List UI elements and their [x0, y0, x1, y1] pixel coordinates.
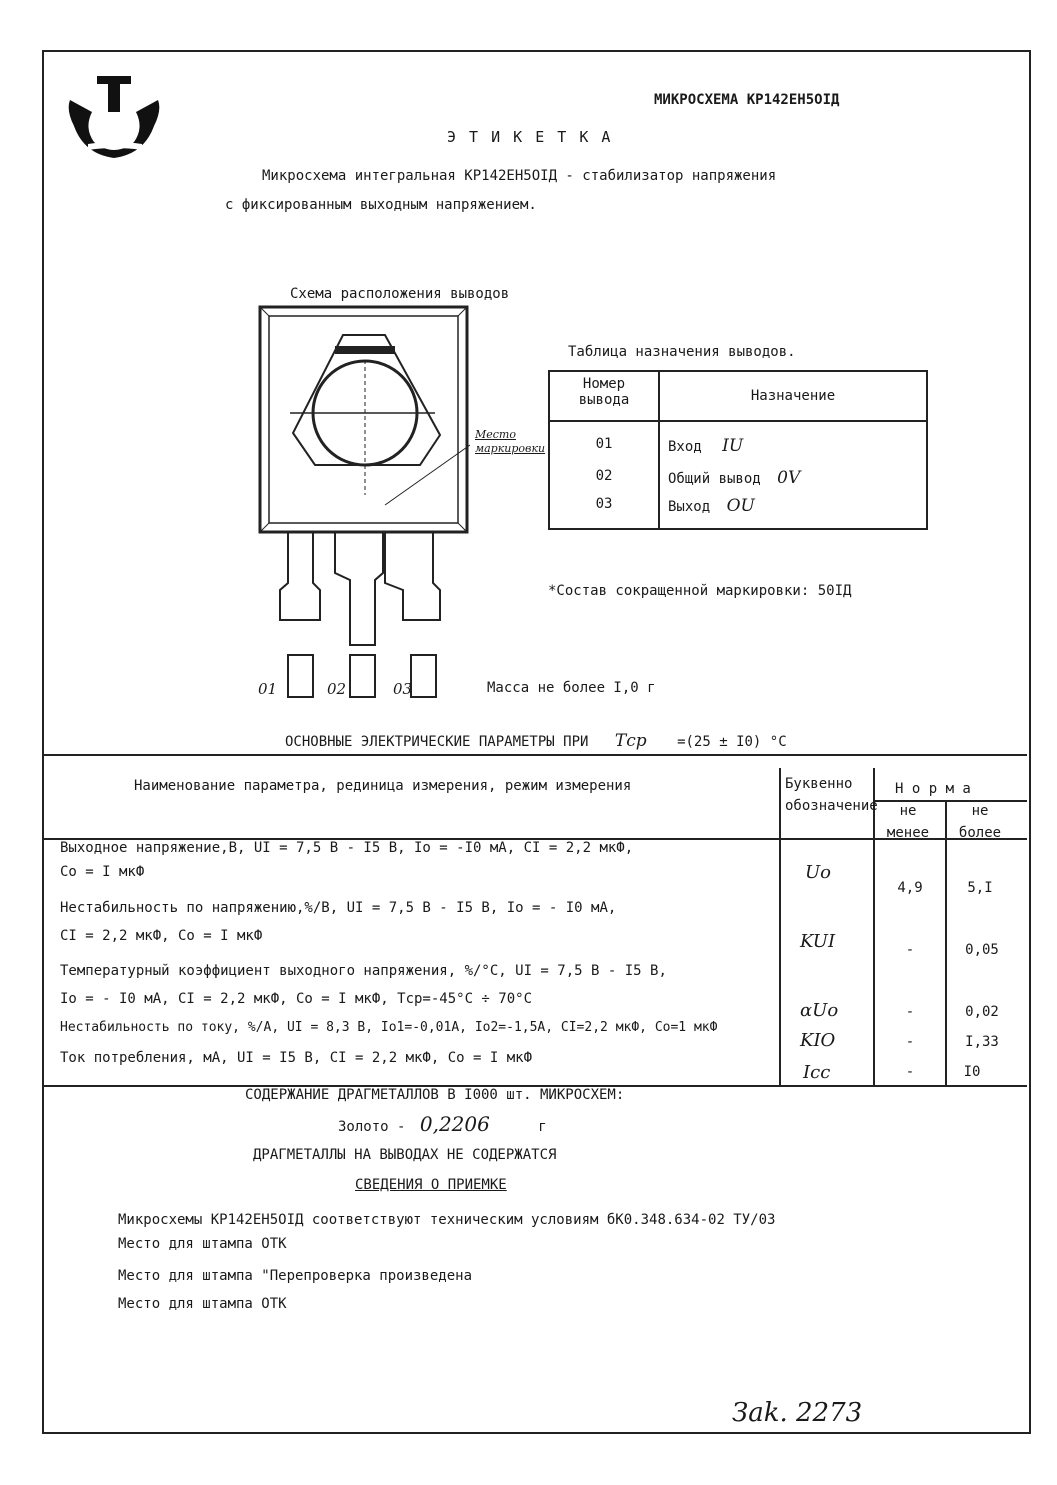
param-max: 0,05 — [965, 942, 999, 958]
pin-code: IU — [722, 436, 744, 456]
param-max: I0 — [963, 1064, 981, 1080]
param-symbol: αUo — [800, 1000, 839, 1021]
pin-table-title: Таблица назначения выводов. — [568, 344, 796, 360]
intro-line-1: Микросхема интегральная КР142ЕН5ОIД - стабилизатор напряжения — [262, 168, 777, 184]
acceptance-title: СВЕДЕНИЯ О ПРИЕМКЕ — [355, 1177, 507, 1193]
param-row-line: Температурный коэффициент выходного напряжения, %/°С, UI = 7,5 В - I5 В, — [60, 963, 667, 979]
mass-note: Масса не более I,0 г — [487, 680, 656, 696]
pin-label-01: 01 — [258, 680, 278, 698]
pin-purpose: Вход — [668, 439, 702, 455]
param-symbol: Uo — [805, 862, 832, 883]
gold-label: Золото - — [338, 1119, 406, 1135]
params-col-rule-1 — [779, 768, 781, 1086]
pin-row — [549, 466, 927, 494]
params-head-min: не менее — [886, 803, 930, 841]
param-min: 4,9 — [897, 880, 923, 896]
param-symbol: KUI — [800, 931, 836, 952]
acceptance-line-2: Место для штампа ОТК — [118, 1236, 287, 1252]
package-drawing — [255, 305, 555, 705]
param-symbol: KIO — [800, 1030, 836, 1051]
param-row-line: CI = 2,2 мкФ, Co = I мкФ — [60, 928, 263, 944]
gold-unit: г — [538, 1119, 547, 1135]
gold-value: 0,2206 — [419, 1112, 490, 1136]
param-row-line: Нестабильность по току, %/А, UI = 8,3 В, Io1=-0,01А, Io2=-1,5А, CI=2,2 мкФ, Co=1 мкФ — [60, 1020, 718, 1035]
param-min: - — [905, 1004, 915, 1020]
temp-symbol: Tср — [614, 731, 647, 751]
pin-code: OU — [726, 496, 755, 517]
pin-purpose: Выход — [668, 499, 711, 516]
marking-note: *Состав сокращенной маркировки: 50IД — [548, 583, 852, 599]
params-top-rule — [42, 754, 1027, 756]
param-row-line: Нестабильность по напряжению,%/В, UI = 7,5 В - I5 В, Io = - I0 мА, — [60, 900, 617, 916]
param-symbol: Icc — [803, 1062, 831, 1083]
param-max: 5,I — [967, 880, 993, 896]
param-max: 0,02 — [965, 1004, 999, 1020]
order-number: Зak. 2273 — [732, 1398, 863, 1428]
param-row-line: Выходное напряжение,В, UI = 7,5 В - I5 В, Io = -I0 мА, CI = 2,2 мкФ, — [60, 840, 634, 856]
doc-title: МИКРОСХЕМА КР142ЕН5ОIД — [654, 92, 840, 108]
pin-table-head-purpose: Назначение — [659, 371, 927, 421]
params-head-name: Наименование параметра, рединица измерения, режим измерения — [134, 778, 632, 794]
gold-line — [338, 1112, 547, 1136]
pin-table — [548, 370, 928, 530]
pin-row — [549, 421, 927, 466]
param-min: - — [905, 942, 915, 958]
marking-place-note: Место маркировки — [475, 428, 546, 455]
metals-title: СОДЕРЖАНИЕ ДРАГМЕТАЛЛОВ В I000 шт. МИКРОСХЕМ: — [245, 1087, 625, 1103]
params-title-text: ОСНОВНЫЕ ЭЛЕКТРИЧЕСКИЕ ПАРАМЕТРЫ ПРИ — [285, 734, 589, 750]
pin-label-03: 03 — [393, 680, 413, 698]
param-min: - — [905, 1034, 915, 1050]
params-title — [285, 731, 787, 751]
pin-number: 03 — [595, 496, 613, 513]
acceptance-line-1: Микросхемы КР142ЕН5ОIД соответствуют техническим условиям бК0.348.634-02 ТУ/03 — [118, 1212, 776, 1228]
param-row-line: Ток потребления, мА, UI = I5 В, CI = 2,2 мкФ, Co = I мкФ — [60, 1050, 533, 1066]
param-min: - — [905, 1064, 915, 1080]
manufacturer-logo — [62, 70, 167, 165]
pin-table-head-number: Номер вывода — [549, 371, 659, 421]
pin-label-02: 02 — [327, 680, 347, 698]
params-head-symbol: Буквенно обозначение — [785, 776, 878, 814]
params-col-rule-3 — [945, 800, 947, 1086]
params-head-max: не более — [958, 803, 1002, 841]
label-title: Э Т И К Е Т К А — [447, 128, 613, 146]
param-row-line: Io = - I0 мА, CI = 2,2 мкФ, Co = I мкФ, Tср=-45°С ÷ 70°С — [60, 991, 533, 1007]
param-row-line: Co = I мкФ — [60, 864, 145, 880]
acceptance-line-4: Место для штампа ОТК — [118, 1296, 287, 1312]
pin-purpose: Общий вывод — [668, 471, 761, 487]
pin-number: 01 — [595, 436, 613, 452]
params-head-norm: Н о р м а — [895, 781, 971, 797]
acceptance-line-3: Место для штампа "Перепроверка произведена — [118, 1268, 473, 1284]
leads-note: ДРАГМЕТАЛЛЫ НА ВЫВОДАХ НЕ СОДЕРЖАТСЯ — [253, 1147, 557, 1163]
pinout-title: Схема расположения выводов — [290, 286, 510, 302]
pin-row — [549, 494, 927, 529]
temp-value: =(25 ± I0) °С — [677, 734, 787, 750]
intro-line-2: с фиксированным выходным напряжением. — [225, 197, 537, 213]
pin-code: 0V — [777, 468, 801, 488]
params-col-rule-2 — [873, 768, 875, 1086]
param-max: I,33 — [965, 1034, 999, 1050]
pin-number: 02 — [595, 468, 613, 484]
